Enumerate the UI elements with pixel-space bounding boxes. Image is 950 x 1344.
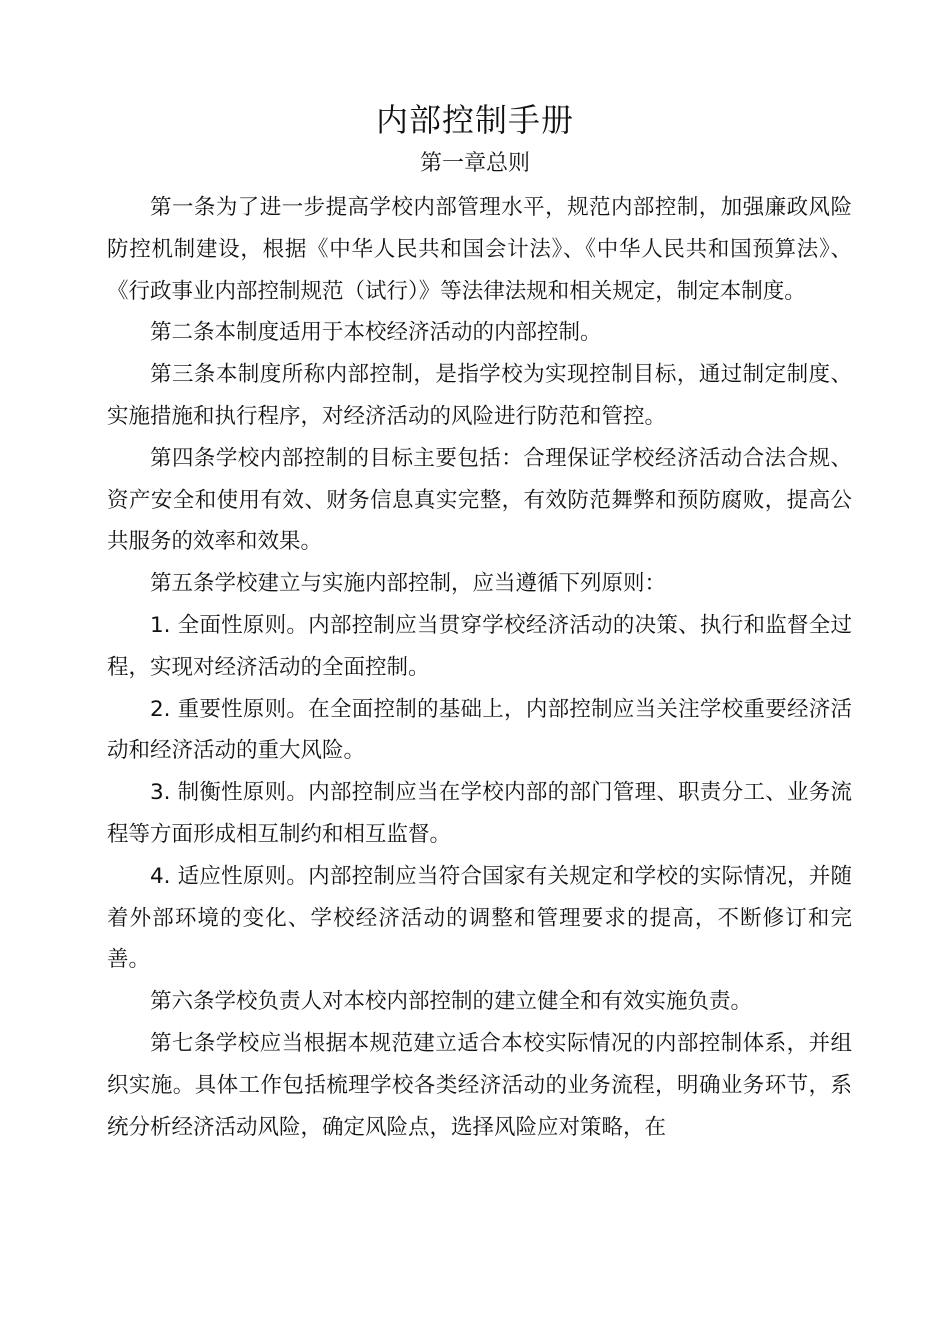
paragraph-article-1: 第一条为了进一步提高学校内部管理水平，规范内部控制，加强廉政风险防控机制建设，根据《中华人民共和国会计法》、《中华人民共和国预算法》、《行政事业内部控制规范（试行）》等法律法规和相关规定，制定本制度。 [107, 195, 852, 304]
paragraph-principle-2: 2. 重要性原则。在全面控制的基础上，内部控制应当关注学校重要经济活动和经济活动的重大风险。 [107, 696, 852, 764]
document-title: 内部控制手册 [375, 101, 574, 139]
paragraph-principle-3: 3. 制衡性原则。内部控制应当在学校内部的部门管理、职责分工、业务流程等方面形成相互制约和相互监督。 [107, 780, 852, 847]
paragraph-article-4: 第四条学校内部控制的目标主要包括：合理保证学校经济活动合法合规、资产安全和使用有效、财务信息真实完整，有效防范舞弊和预防腐败，提高公共服务的效率和效果。 [107, 445, 852, 555]
paragraph-principle-1: 1. 全面性原则。内部控制应当贯穿学校经济活动的决策、执行和监督全过程，实现对经济活动的全面控制。 [107, 612, 852, 680]
paragraph-article-2: 第二条本制度适用于本校经济活动的内部控制。 [150, 320, 602, 346]
paragraph-article-3: 第三条本制度所称内部控制，是指学校为实现控制目标，通过制定制度、实施措施和执行程序，对经济活动的风险进行防范和管控。 [107, 362, 852, 429]
paragraph-article-7: 第七条学校应当根据本规范建立适合本校实际情况的内部控制体系，并组织实施。具体工作包括梳理学校各类经济活动的业务流程，明确业务环节，系统分析经济活动风险，确定风险点，选择风险应对策略，在 [107, 1030, 852, 1140]
paragraph-article-6: 第六条学校负责人对本校内部控制的建立健全和有效实施负责。 [150, 989, 753, 1015]
chapter-heading: 第一章总则 [419, 151, 530, 176]
document-body [107, 187, 852, 1148]
paragraph-principle-4: 4. 适应性原则。内部控制应当符合国家有关规定和学校的实际情况，并随着外部环境的变化、学校经济活动的调整和管理要求的提高，不断修订和完善。 [107, 863, 852, 973]
paragraph-article-5: 第五条学校建立与实施内部控制，应当遵循下列原则： [150, 571, 667, 597]
